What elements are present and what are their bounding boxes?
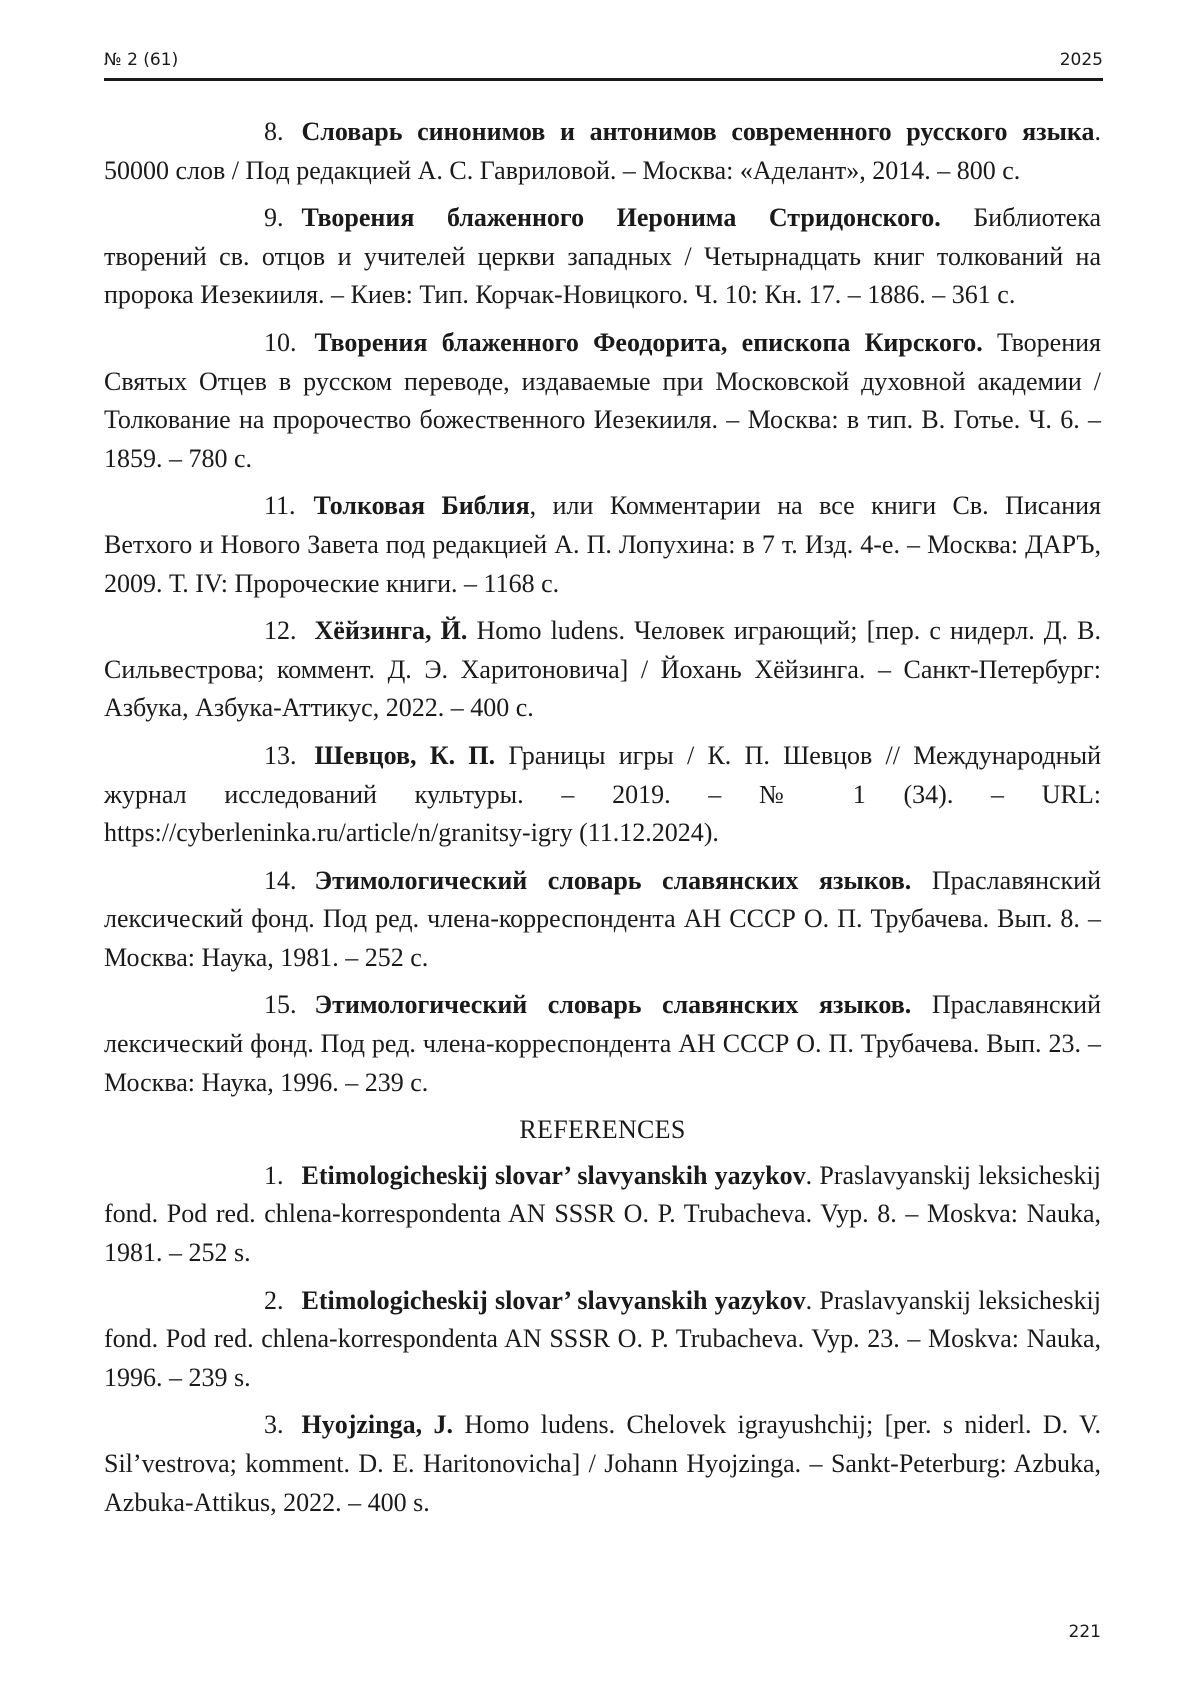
entry-number: 2. <box>264 1285 284 1315</box>
reference-entry <box>104 1157 1101 1273</box>
entry-title: Хёйзинга, Й. <box>314 616 468 646</box>
reference-entry <box>104 1406 1101 1522</box>
reference-entry <box>104 1282 1101 1398</box>
entry-title: Hyojzinga, J. <box>301 1410 453 1440</box>
references-heading: REFERENCES <box>519 1115 686 1145</box>
issue-year: 2025 <box>1059 50 1103 70</box>
page-number: 221 <box>1068 1622 1101 1642</box>
entry-title: Творения блаженного Феодорита, епископа Кирского. <box>314 327 983 357</box>
entry-details: Homo ludens. Chelovek igrayushchij; [per. s niderl. D. V. Sil’vestrova; komment. D. E. Haritonovicha] / Johann Hyojzinga. – Sankt-Peterburg: Azbuka, Azbuka-Attikus, 2022. – 400 s. <box>104 1410 1101 1517</box>
entry-title: Словарь синонимов и антонимов современного русского языка <box>301 117 1095 146</box>
entry-number: 1. <box>264 1160 284 1190</box>
entry-details: Homo ludens. Человек играющий; [пер. с нидерл. Д. В. Сильвестрова; коммент. Д. Э. Харитоновича] / Йохань Хёйзинга. – Санкт-Петербург: Азбука, Азбука-Аттикус, 2022. – 400 с. <box>104 616 1101 723</box>
entry-title: Etimologicheskij slovar’ slavyanskih yazykov <box>301 1285 806 1315</box>
page-content <box>104 113 1101 1531</box>
entry-title: Этимологический словарь славянских языков. <box>314 990 912 1020</box>
entry-details: Праславянский лексический фонд. Под ред. члена-корреспондента АН СССР О. П. Трубачева. Вып. 23. – Москва: Наука, 1996. – 239 с. <box>104 990 1101 1097</box>
entry-details: Библиотека творений св. отцов и учителей церкви западных / Четырнадцать книг толкований на пророка Иезекииля. – Киев: Тип. Корчак-Новицкого. Ч. 10: Кн. 17. – 1886. – 361 с. <box>104 203 1101 310</box>
bibliography-entry <box>104 199 1101 315</box>
bibliography-entry <box>104 324 1101 478</box>
bibliography-entry <box>104 737 1101 853</box>
entry-details: Праславянский лексический фонд. Под ред. члена-корреспондента АН СССР О. П. Трубачева. Вып. 8. – Москва: Наука, 1981. – 252 с. <box>104 865 1101 972</box>
entry-number: 15. <box>264 990 297 1020</box>
entry-title: Этимологический словарь славянских языков. <box>314 865 912 895</box>
entry-number: 14. <box>264 865 297 895</box>
entry-title: Толковая Библия <box>313 491 530 521</box>
entry-number: 3. <box>264 1410 284 1440</box>
entry-details: . 50000 слов / Под редакцией А. С. Гавриловой. – Москва: «Аделант», 2014. – 800 с. <box>104 117 1101 185</box>
bibliography-entry <box>104 862 1101 978</box>
entry-title: Шевцов, К. П. <box>314 740 496 770</box>
entry-number: 11. <box>264 491 296 521</box>
issue-number: № 2 (61) <box>104 50 179 70</box>
bibliography-entry <box>104 986 1101 1102</box>
entry-number: 8. <box>264 117 284 146</box>
bibliography-entry <box>104 113 1101 190</box>
entry-number: 13. <box>264 740 297 770</box>
entry-number: 9. <box>264 203 284 233</box>
bibliography-list <box>104 113 1101 1102</box>
entry-details: Творения Святых Отцев в русском переводе, издаваемые при Московской духовной академии / Толкование на пророчество божественного Иезекииля. – Москва: в тип. В. Готье. Ч. 6. – 1859. – 780 с. <box>104 327 1102 473</box>
entry-details: , или Комментарии на все книги Св. Писания Ветхого и Нового Завета под редакцией А. П. Лопухина: в 7 т. Изд. 4-е. – Москва: ДАРЪ, 2009. Т. IV: Пророческие книги. – 1168 с. <box>104 491 1101 598</box>
entry-number: 12. <box>264 616 297 646</box>
bibliography-entry <box>104 612 1101 728</box>
entry-details: Границы игры / К. П. Шевцов // Международный журнал исследований культуры. – 2019. – № 1 (34). – URL: https://cyberleninka.ru/article/n/granitsy-igry (11.12.2024). <box>104 740 1101 848</box>
entry-details: . Praslavyanskij leksicheskij fond. Pod red. chlena-korrespondenta AN SSSR O. P. Trubacheva. Vyp. 8. – Moskva: Nauka, 1981. – 252 s. <box>104 1160 1101 1268</box>
entry-title: Etimologicheskij slovar’ slavyanskih yazykov <box>301 1160 806 1190</box>
references-list <box>104 1157 1101 1522</box>
entry-details: . Praslavyanskij leksicheskij fond. Pod red. chlena-korrespondenta AN SSSR O. P. Trubacheva. Vyp. 23. – Moskva: Nauka, 1996. – 239 s. <box>104 1285 1101 1392</box>
running-header <box>104 48 1103 81</box>
entry-number: 10. <box>264 327 297 357</box>
bibliography-entry <box>104 487 1101 603</box>
entry-title: Творения блаженного Иеронима Стридонского. <box>301 203 941 233</box>
